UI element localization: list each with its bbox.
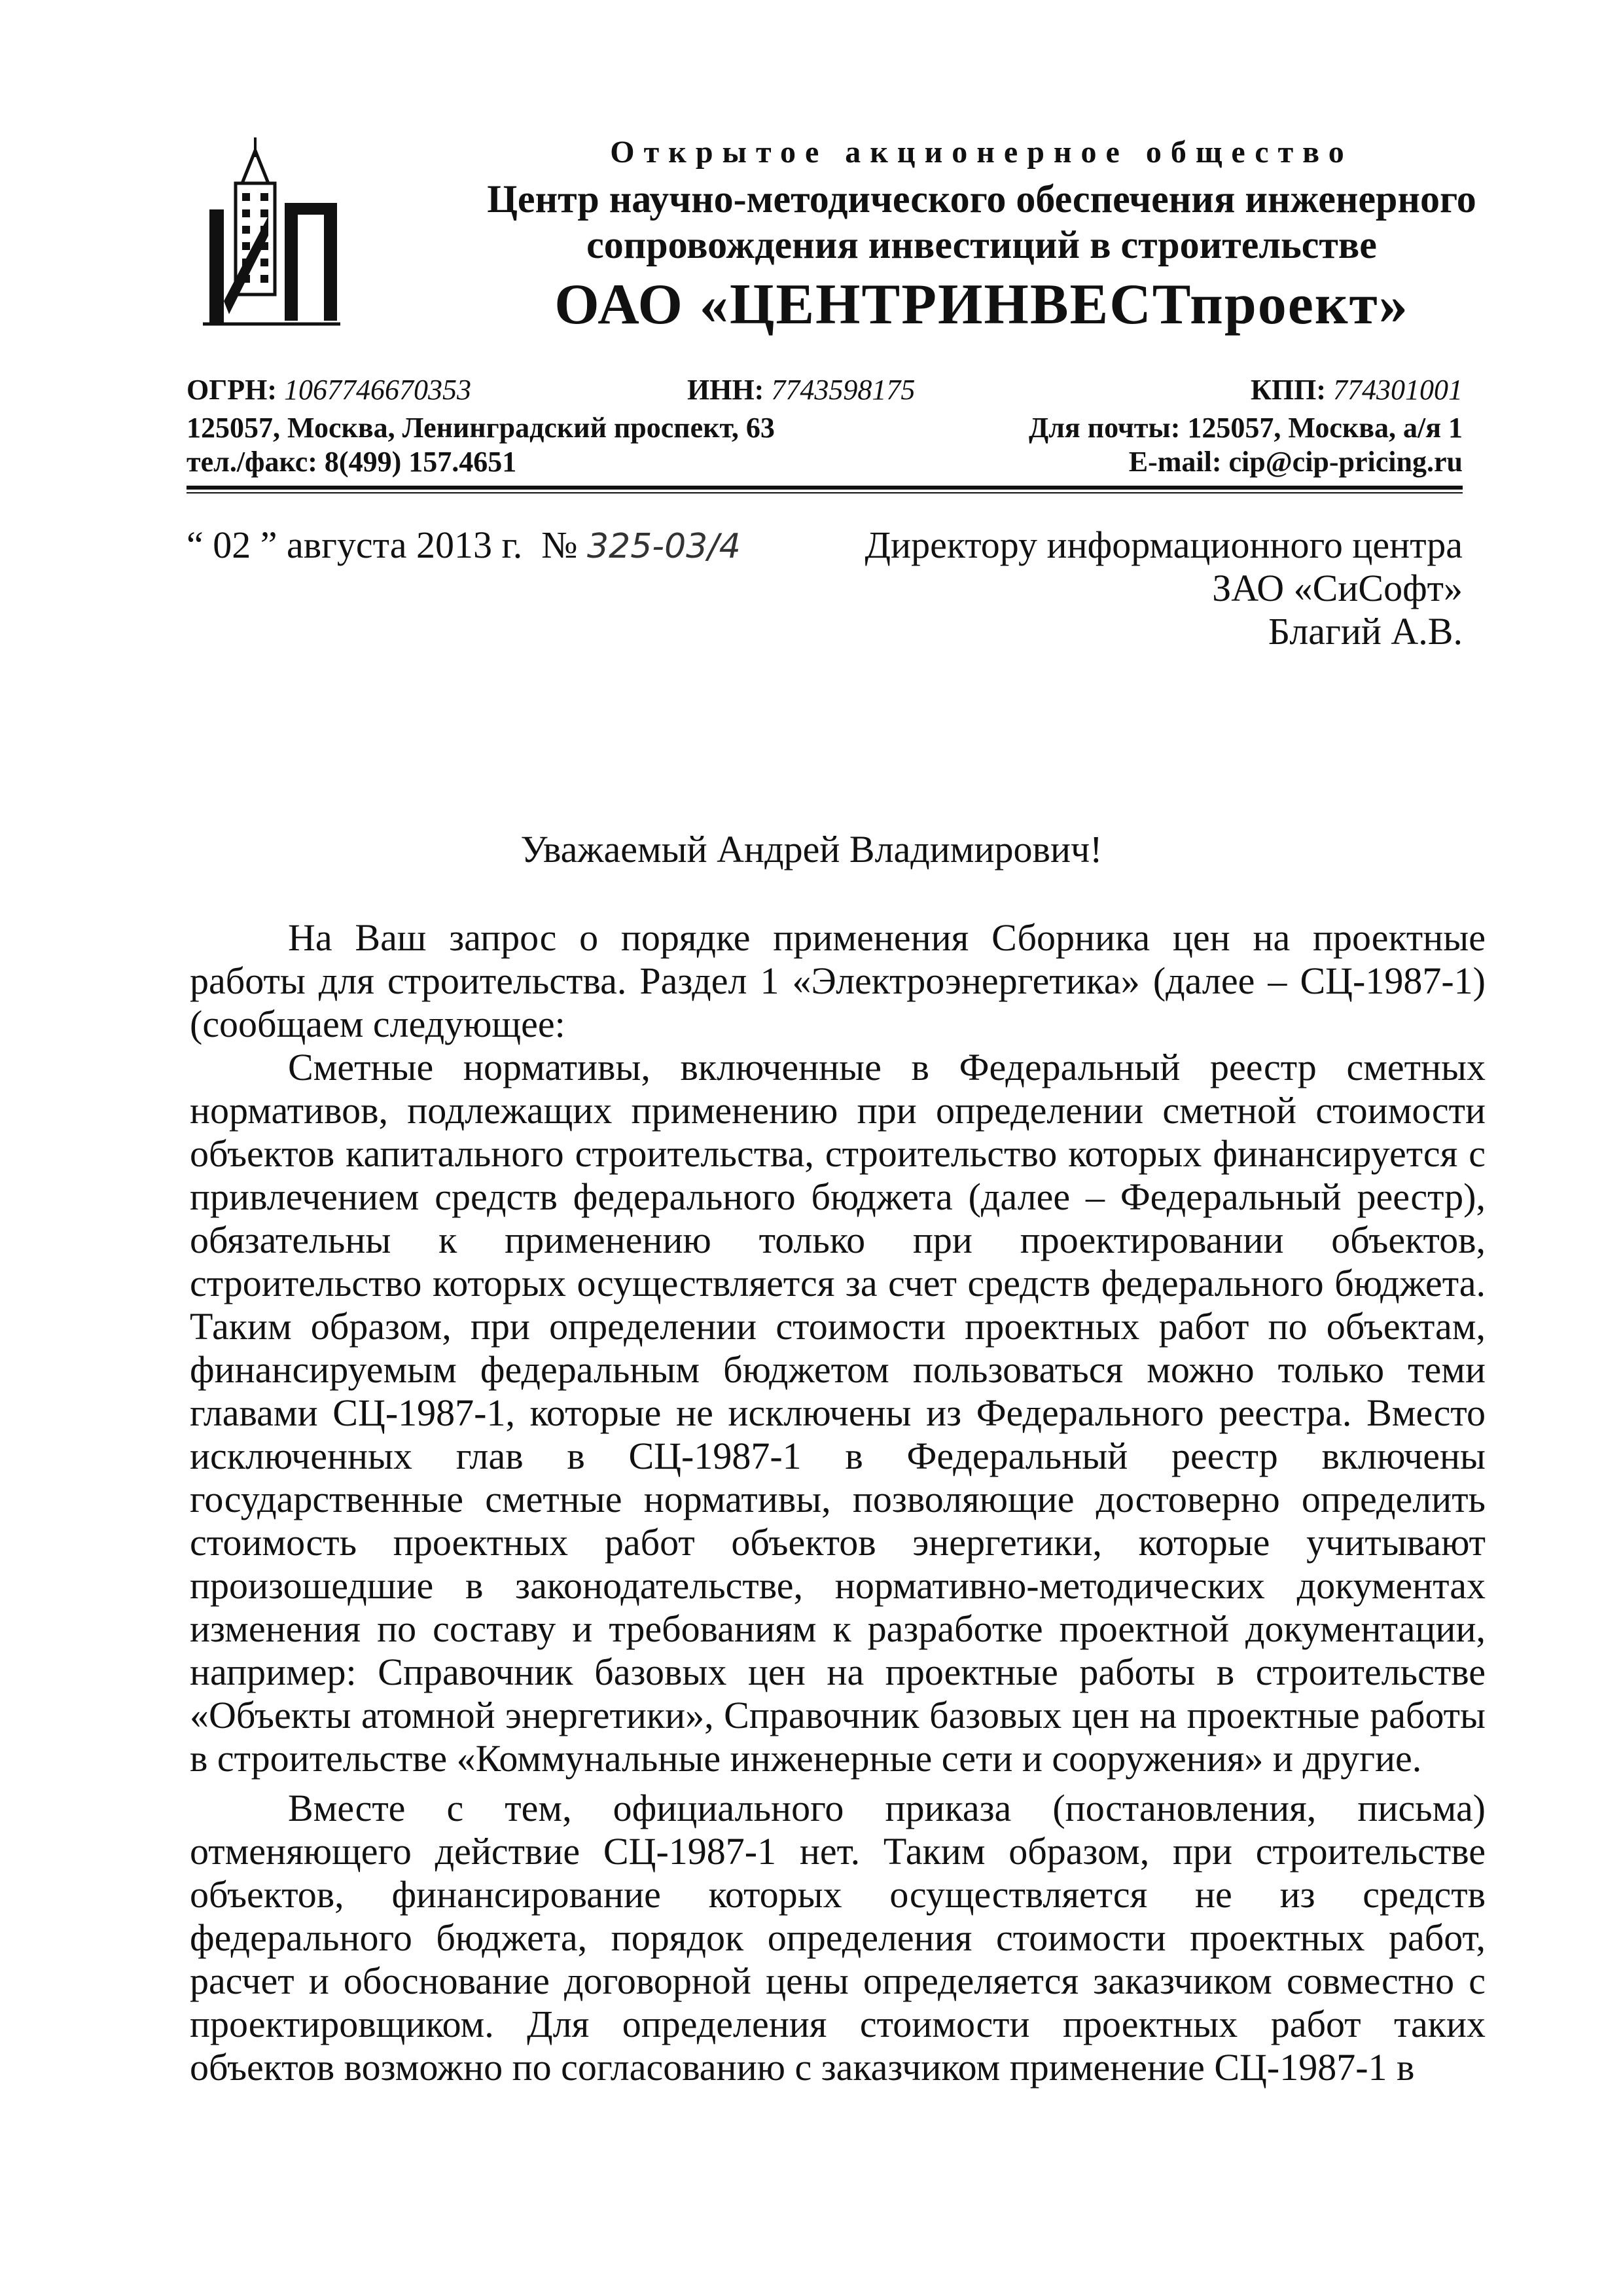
recipient-line1: Директору информационного центра bbox=[865, 524, 1463, 566]
letter-body bbox=[190, 916, 1486, 2089]
letter-number: 325-03/4 bbox=[587, 527, 741, 566]
ogrn bbox=[187, 373, 471, 406]
post-address: Для почты: 125057, Москва, а/я 1 bbox=[1028, 412, 1463, 444]
recipient-line2: ЗАО «СиСофт» bbox=[1212, 567, 1463, 609]
kpp bbox=[1251, 373, 1463, 406]
email: E-mail: cip@cip-pricing.ru bbox=[1128, 446, 1463, 478]
org-name-line1: Центр научно-методического обеспечения инженерного bbox=[487, 177, 1476, 221]
kpp-label: КПП: bbox=[1250, 374, 1326, 406]
recipient-block bbox=[865, 524, 1463, 653]
company-logo bbox=[196, 131, 347, 327]
org-tagline: Открытое акционерное общество bbox=[610, 135, 1353, 170]
paragraph-2: Сметные нормативы, включенные в Федеральный реестр сметных нормативов, подлежащих применению при определении сметной стоимости объектов капитального строительства, строительство которых финансируется с привлечением средств федерального бюджета (далее – Федеральный реестр), обязательны к применению только при проектировании объектов, строительство которых осуществляется за счет средств федерального бюджета. Таким образом, при определении стоимости проектных работ по объектам, финансируемым федеральным бюджетом пользоваться можно только теми главами СЦ-1987-1, которые не исключены из Федерального реестра. Вместо исключенных глав в СЦ-1987-1 в Федеральный реестр включены государственные сметные нормативы, позволяющие достоверно определить стоимость проектных работ объектов энергетики, которые учитывают произошедшие в законодательстве, нормативно-методических документах изменения по составу и требованиям к разработке проектной документации, например: Справочник базовых цен на проектные работы в строительстве «Объекты атомной энергетики», Справочник базовых цен на проектные работы в строительстве «Коммунальные инженерные сети и сооружения» и другие. bbox=[190, 1046, 1486, 1780]
inn bbox=[687, 373, 915, 406]
ogrn-label: ОГРН: bbox=[187, 374, 277, 406]
paragraph-3: Вместе с тем, официального приказа (постановления, письма) отменяющего действие СЦ-1987-1 нет. Таким образом, при строительстве объектов, финансирование которых осуществляется не из средств федерального бюджета, порядок определения стоимости проектных работ, расчет и обоснование договорной цены определяется заказчиком совместно с проектировщиком. Для определения стоимости проектных работ таких объектов возможно по согласованию с заказчиком применение СЦ-1987-1 в bbox=[190, 1787, 1486, 2089]
paragraph-1: На Ваш запрос о порядке применения Сборника цен на проектные работы для строительства. Раздел 1 «Электроэнергетика» (далее – СЦ-1987-1) (сообщаем следующее: bbox=[190, 916, 1486, 1045]
header-divider-thin bbox=[187, 492, 1463, 493]
salutation: Уважаемый Андрей Владимирович! bbox=[520, 828, 1103, 870]
org-name-line2: сопровождения инвестиций в строительстве bbox=[586, 223, 1377, 266]
letter-date-line bbox=[187, 524, 741, 568]
ogrn-value: 1067746670353 bbox=[283, 374, 471, 406]
recipient-line3: Благий А.В. bbox=[1268, 610, 1463, 653]
letter-number-label: № bbox=[541, 524, 578, 566]
header-divider bbox=[187, 486, 1463, 490]
kpp-value: 774301001 bbox=[1333, 374, 1463, 406]
inn-value: 7743598175 bbox=[771, 374, 916, 406]
letter-date: “ 02 ” августа 2013 г. bbox=[187, 524, 523, 566]
phone: тел./факс: 8(499) 157.4651 bbox=[187, 446, 517, 478]
address: 125057, Москва, Ленинградский проспект, 63 bbox=[187, 412, 775, 444]
inn-label: ИНН: bbox=[687, 374, 764, 406]
org-short-name: ОАО «ЦЕНТРИНВЕСТпроект» bbox=[554, 273, 1409, 336]
